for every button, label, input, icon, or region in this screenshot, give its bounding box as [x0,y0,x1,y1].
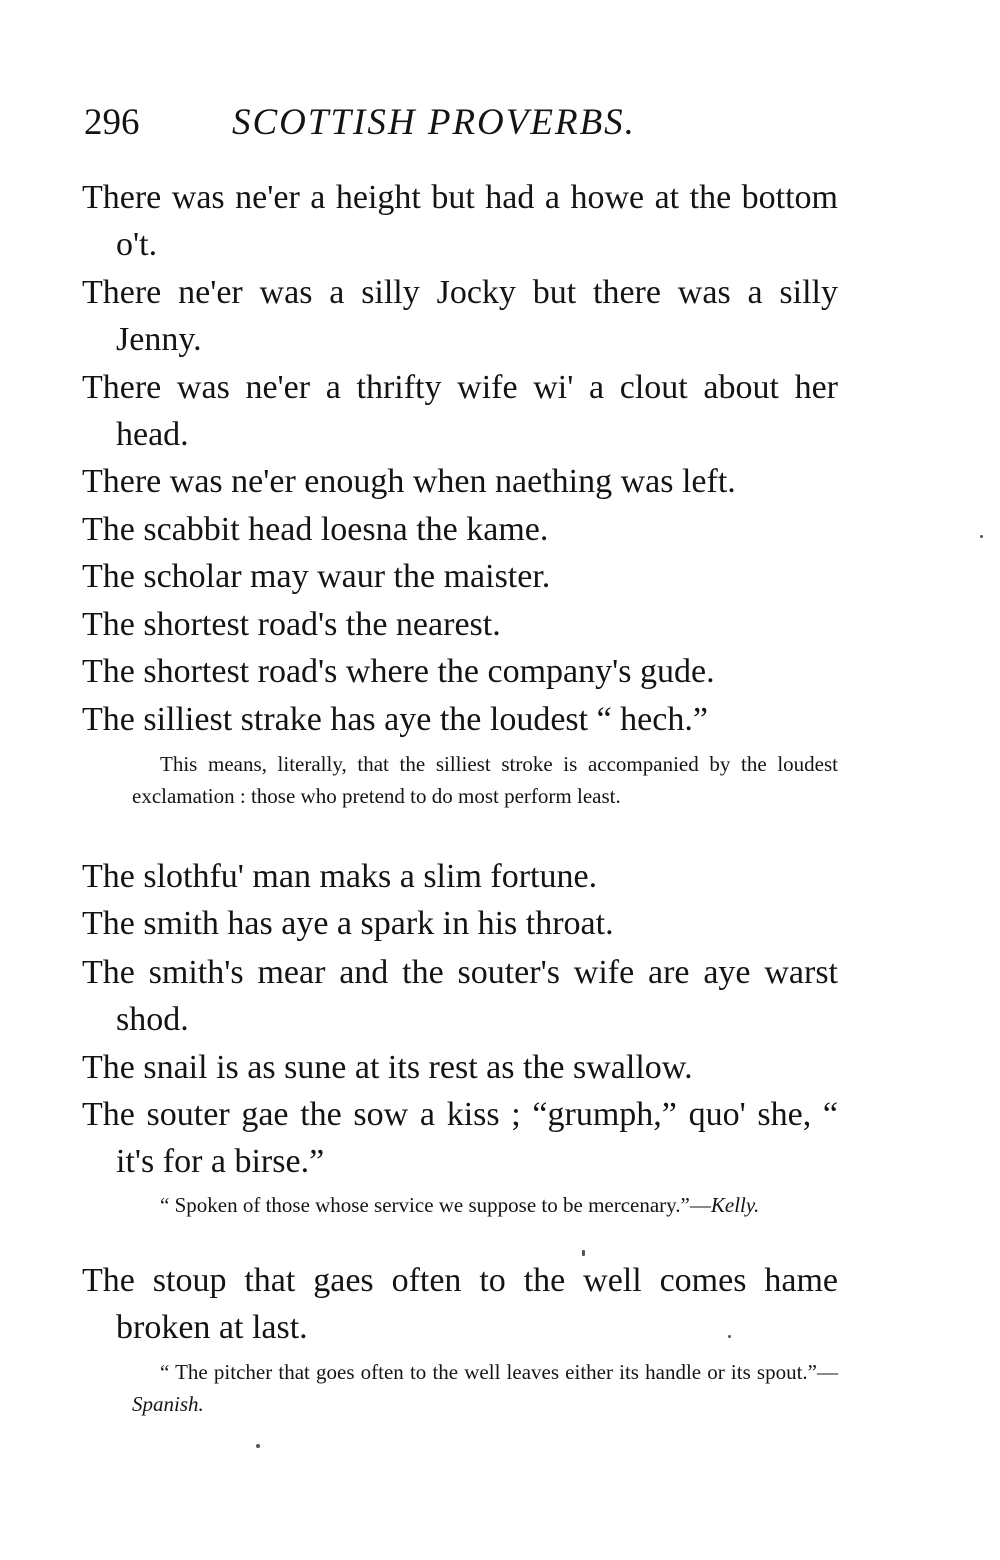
proverb-entry: The snail is as sune at its rest as the swallow. [82,1049,693,1086]
proverb-entry: There ne'er was a silly Jocky but there was a silly Jenny. [82,274,838,358]
explanatory-note: This means, literally, that the silliest stroke is accompanied by the loudest exclamation : those who pretend to do most perform least. [132,752,838,808]
proverb-entry: The slothfu' man maks a slim fortune. [82,858,598,895]
proverb-entry: The stoup that gaes often to the well comes hame broken at last. [82,1262,838,1346]
note-source: Kelly. [710,1193,760,1217]
proverb-entry: The scholar may waur the maister. [82,558,551,595]
scan-speck [256,1444,260,1448]
explanatory-note [132,1356,838,1420]
note-text: “ The pitcher that goes often to the well leaves either its handle or its spout.”— [160,1360,838,1384]
proverb-entry: The souter gae the sow a kiss ; “grumph,” quo' she, “ it's for a birse.” [82,1096,838,1180]
scan-speck [728,1335,731,1338]
proverb-entry: The shortest road's the nearest. [82,606,501,643]
proverb-entry: The smith has aye a spark in his throat. [82,905,614,942]
page-title: SCOTTISH PROVERBS. [232,102,636,143]
note-source: Spanish. [132,1392,204,1416]
proverb-entry: There was ne'er a thrifty wife wi' a clout about her head. [82,369,838,453]
page-number: 296 [84,102,140,143]
proverb-entry: There was ne'er a height but had a howe at the bottom o't. [82,179,838,263]
note-text: “ Spoken of those whose service we suppose to be mercenary.”— [160,1193,711,1217]
proverb-entry: There was ne'er enough when naething was left. [82,463,736,500]
scan-speck [582,1250,585,1256]
explanatory-note [132,1189,838,1221]
proverb-entry: The smith's mear and the souter's wife are aye warst shod. [82,954,838,1038]
proverb-entry: The shortest road's where the company's gude. [82,653,715,690]
scan-speck [980,535,983,538]
proverb-entry: The scabbit head loesna the kame. [82,511,549,548]
running-head [84,98,636,148]
proverb-entry: The silliest strake has aye the loudest “ hech.” [82,701,708,738]
